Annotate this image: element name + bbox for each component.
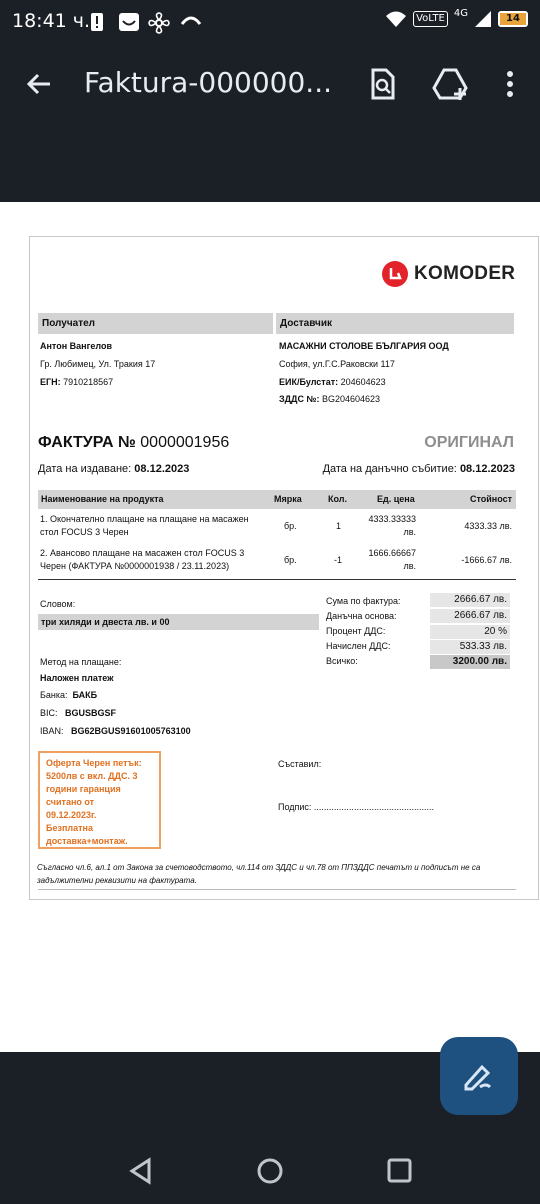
recipient-header: Получател — [38, 313, 273, 334]
network-type: 4G — [453, 7, 468, 19]
find-in-document-icon[interactable] — [362, 64, 402, 104]
volte-badge: VoLTE — [413, 11, 448, 27]
summary-value: 2666.67 лв. — [430, 593, 510, 607]
table-bottom-rule — [38, 579, 516, 580]
footer-rule — [38, 889, 516, 890]
signature-line: Подпис: ................................................ — [278, 802, 434, 812]
compiled-by-label: Съставил: — [278, 759, 322, 769]
summary-value: 533.33 лв. — [430, 640, 510, 654]
smiley-app-icon — [118, 12, 140, 32]
payment-method: Наложен платеж — [40, 673, 114, 683]
signal-icon — [474, 10, 492, 28]
back-arrow-icon[interactable] — [20, 64, 60, 104]
legal-footnote: Съгласно чл.6, ал.1 от Закона за счетоводството, чл.114 от ЗДДС и чл.78 от ППЗДДС печатът и подписът не са задължителни реквизити на фактурата. — [37, 863, 481, 885]
status-time: 18:41 ч. — [12, 10, 91, 32]
more-options-icon[interactable] — [490, 64, 530, 104]
supplier-name: МАСАЖНИ СТОЛОВЕ БЪЛГАРИЯ ООД — [279, 341, 449, 351]
recipient-egn: ЕГН: 7910218567 — [40, 377, 114, 387]
komoder-logo-icon — [382, 261, 408, 287]
company-logo — [382, 261, 515, 287]
summary-label: Процент ДДС: — [326, 626, 386, 636]
bic: BIC: BGUSBGSF — [40, 708, 117, 718]
alert-icon — [90, 12, 104, 32]
payment-method-label: Метод на плащане: — [40, 657, 122, 667]
summary-label: Начислен ДДС: — [326, 641, 391, 651]
document-title: Faktura-000000... — [84, 66, 332, 99]
words-label: Словом: — [40, 599, 76, 609]
supplier-header: Доставчик — [276, 313, 514, 334]
missed-call-icon — [180, 14, 202, 28]
logo-text: KOMODER — [414, 263, 516, 284]
nav-home-icon[interactable] — [255, 1156, 285, 1186]
bank: Банка: БАКБ — [40, 690, 98, 700]
status-bar — [0, 0, 540, 44]
original-label: ОРИГИНАЛ — [424, 434, 514, 451]
supplier-vat: ЗДДС №: BG204604623 — [279, 394, 381, 404]
issue-date: Дата на издаване: 08.12.2023 — [38, 463, 190, 475]
invoice-page — [29, 236, 539, 900]
nav-back-icon[interactable] — [126, 1156, 156, 1186]
pdf-viewer[interactable] — [0, 202, 540, 1052]
supplier-address: София, ул.Г.С.Раковски 117 — [279, 359, 395, 369]
add-to-drive-icon[interactable] — [430, 64, 470, 104]
supplier-eik: ЕИК/Булстат: 204604623 — [279, 377, 386, 387]
summary-total-value: 3200.00 лв. — [430, 655, 510, 669]
summary-label: Данъчна основа: — [326, 611, 397, 621]
battery-indicator: 14 — [498, 11, 528, 27]
items-table-header: Наименование на продукта Мярка Кол. Ед. цена Стойност — [38, 490, 516, 509]
summary-value: 2666.67 лв. — [430, 609, 510, 623]
edit-pen-icon — [440, 1037, 518, 1115]
tax-event-date: Дата на данъчно събитие: 08.12.2023 — [322, 463, 515, 475]
edit-fab-button[interactable] — [440, 1037, 518, 1115]
summary-total-label: Всичко: — [326, 656, 358, 666]
recipient-address: Гр. Любимец, Ул. Тракия 17 — [40, 359, 156, 369]
amount-in-words: три хиляди и двеста лв. и 00 — [38, 614, 319, 630]
black-friday-offer-box: Оферта Черен петък: 5200лв с вкл. ДДС. 3 години гаранция считано от 09.12.2023г. Безплатна доставка+монтаж. — [38, 751, 161, 849]
wifi-icon — [385, 10, 407, 28]
summary-value: 20 % — [430, 625, 510, 639]
table-row: 2. Авансово плащане на масажен стол FOCUS 3 Черен (ФАКТУРА №0000001938 / 23.11.2023) бр. -1 1666.66667 лв. -1666.67 лв. — [40, 548, 512, 571]
table-row: 1. Окончателно плащане на плащане на масажен стол FOCUS 3 Черен бр. 1 4333.33333 лв. 4333.33 лв. — [40, 514, 512, 537]
iban: IBAN: BG62BGUS91601005763100 — [40, 726, 191, 736]
app-bar — [0, 44, 540, 202]
nav-recents-icon[interactable] — [386, 1157, 414, 1185]
summary-label: Сума по фактура: — [326, 596, 401, 606]
navigation-bar — [0, 1136, 540, 1204]
recipient-name: Антон Вангелов — [40, 341, 112, 351]
invoice-title: ФАКТУРА № 0000001956 — [38, 434, 230, 451]
fan-icon — [148, 12, 170, 34]
